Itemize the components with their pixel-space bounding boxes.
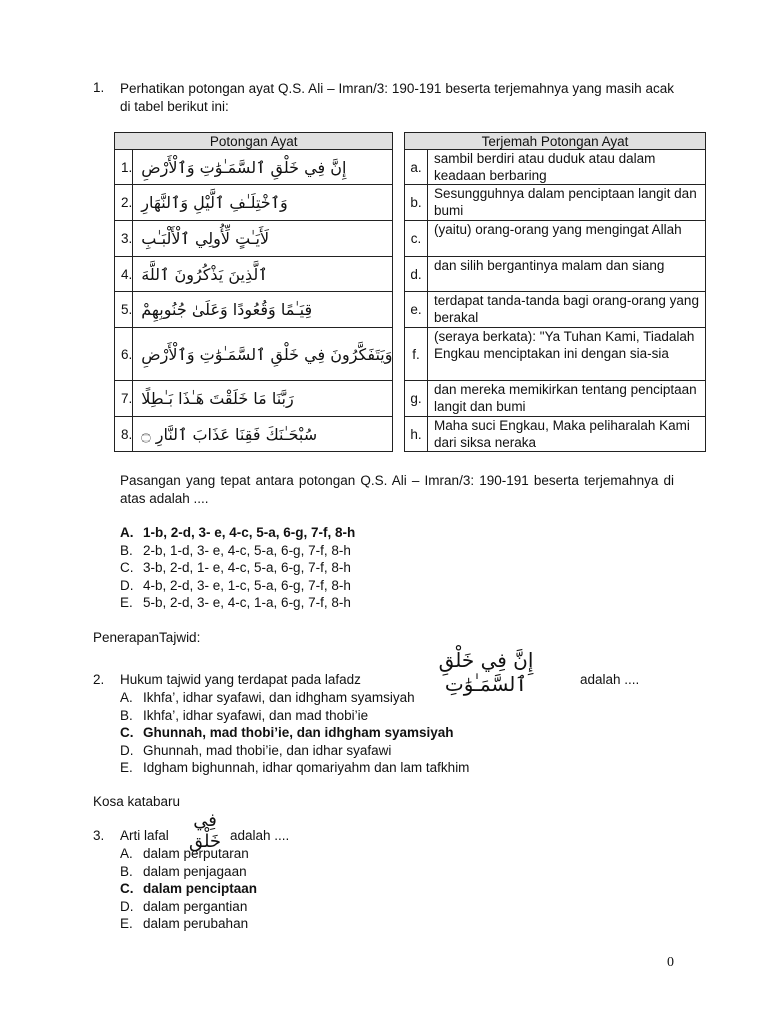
q3-text-before: Arti lafal [120, 828, 169, 843]
terjemah-text: (seraya berkata): "Ya Tuhan Kami, Tiadalah Engkau menciptakan ini dengan sia-sia [428, 328, 706, 381]
terjemah-text: (yaitu) orang-orang yang mengingat Allah [428, 221, 706, 257]
terjemah-letter: d. [405, 257, 428, 292]
option-letter: A. [120, 525, 134, 540]
section-kosakata-heading: Kosa katabaru [93, 794, 181, 809]
option-text: dalam penjagaan [143, 863, 247, 879]
q3-option-b [120, 863, 247, 881]
q3-number: 3. [93, 828, 105, 843]
ayat-arabic: سُبْحَـٰنَكَ فَقِنَا عَذَابَ ٱلنَّارِ ۝ [133, 417, 393, 452]
option-text: dalam perubahan [143, 916, 249, 931]
ayat-num: 5. [115, 292, 133, 328]
ayat-arabic: ٱلَّذِينَ يَذْكُرُونَ ٱللَّهَ [133, 257, 393, 292]
q1-option-a [120, 524, 355, 542]
option-text: 2-b, 1-d, 3- e, 4-c, 5-a, 6-g, 7-f, 8-h [143, 542, 351, 558]
terjemah-letter: h. [405, 417, 428, 452]
terjemah-letter: e. [405, 292, 428, 328]
option-letter: E. [120, 916, 133, 931]
q2-text-after: adalah .... [580, 672, 640, 687]
ayat-arabic: قِيَـٰمًا وَقُعُودًا وَعَلَىٰ جُنُوبِهِمْ [133, 292, 393, 328]
q3-arabic: فِي خَلْقِ [188, 810, 222, 852]
option-letter: D. [120, 898, 134, 914]
option-letter: E. [120, 760, 133, 775]
ayat-num: 3. [115, 221, 133, 257]
terjemah-text: Sesungguhnya dalam penciptaan langit dan bumi [428, 185, 706, 221]
q3-option-a [120, 845, 249, 863]
q2-arabic: إِنَّ فِي خَلْقِ ٱلسَّمَـٰوَٰتِ [438, 648, 534, 696]
section-tajwid-heading: PenerapanTajwid: [93, 630, 201, 645]
ayat-arabic: وَيَتَفَكَّرُونَ فِي خَلْقِ ٱلسَّمَـٰوَٰتِ وَٱلْأَرْضِ [133, 328, 393, 381]
option-letter: A. [120, 690, 133, 705]
q1-number: 1. [93, 80, 105, 95]
option-text: 3-b, 2-d, 1- e, 4-c, 5-a, 6-g, 7-f, 8-h [143, 560, 351, 575]
terjemah-header: Terjemah Potongan Ayat [405, 133, 706, 150]
terjemah-table [404, 132, 706, 452]
q2-option-e [120, 759, 469, 777]
ayat-num: 7. [115, 381, 133, 417]
page-number: 0 [667, 955, 674, 970]
option-letter: C. [120, 881, 134, 896]
q2-option-d [120, 742, 391, 760]
option-text: 5-b, 2-d, 3- e, 4-c, 1-a, 6-g, 7-f, 8-h [143, 595, 351, 610]
q2-option-b [120, 707, 368, 725]
terjemah-letter: b. [405, 185, 428, 221]
q2-text-before: Hukum tajwid yang terdapat pada lafadz [120, 672, 361, 687]
q1-text: Perhatikan potongan ayat Q.S. Ali – Imran/3: 190-191 beserta terjemahnya yang masih acak di tabel berikut ini: [120, 81, 674, 114]
option-text: Ghunnah, mad thobi’ie, dan idhgham syamsiyah [143, 725, 454, 740]
ayat-table [114, 132, 393, 452]
ayat-num: 8. [115, 417, 133, 452]
option-letter: B. [120, 707, 133, 723]
option-text: Ikhfa’, idhar syafawi, dan idhgham syamsiyah [143, 690, 415, 705]
q2-number: 2. [93, 672, 105, 687]
option-text: Ikhfa’, idhar syafawi, dan mad thobi’ie [143, 707, 369, 723]
option-letter: A. [120, 846, 133, 861]
option-text: dalam penciptaan [143, 881, 258, 896]
q1-option-c [120, 559, 351, 577]
option-letter: E. [120, 595, 133, 610]
ayat-header: Potongan Ayat [115, 133, 393, 150]
ayat-num: 1. [115, 150, 133, 185]
terjemah-letter: g. [405, 381, 428, 417]
ayat-num: 6. [115, 328, 133, 381]
ayat-arabic: وَٱخْتِلَـٰفِ ٱلَّيْلِ وَٱلنَّهَارِ [133, 185, 393, 221]
q1-question: Pasangan yang tepat antara potongan Q.S. Ali – Imran/3: 190-191 beserta terjemahnya di atas adalah .... [120, 473, 674, 506]
ayat-num: 2. [115, 185, 133, 221]
option-text: Idgham bighunnah, idhar qomariyahm dan lam tafkhim [143, 760, 470, 775]
option-letter: C. [120, 560, 134, 575]
q3-text-after: adalah .... [230, 828, 290, 843]
q2-option-c [120, 724, 454, 742]
ayat-arabic: إِنَّ فِي خَلْقِ ٱلسَّمَـٰوَٰتِ وَٱلْأَرْضِ [133, 150, 393, 185]
ayat-arabic: رَبَّنَا مَا خَلَقْتَ هَـٰذَا بَـٰطِلًا [133, 381, 393, 417]
terjemah-text: Maha suci Engkau, Maka peliharalah Kami dari siksa neraka [428, 417, 706, 452]
terjemah-letter: a. [405, 150, 428, 185]
option-text: dalam perputaran [143, 846, 249, 861]
option-text: 4-b, 2-d, 3- e, 1-c, 5-a, 6-g, 7-f, 8-h [143, 577, 351, 593]
q3-option-e [120, 915, 248, 933]
terjemah-text: terdapat tanda-tanda bagi orang-orang yang berakal [428, 292, 706, 328]
q1-option-d [120, 577, 351, 595]
ayat-arabic: لَأَيَـٰتٍ لِّأُولِي ٱلْأَلْبَـٰبِ [133, 221, 393, 257]
terjemah-text: dan silih bergantinya malam dan siang [428, 257, 706, 292]
ayat-num: 4. [115, 257, 133, 292]
option-text: Ghunnah, mad thobi’ie, dan idhar syafawi [143, 742, 392, 758]
option-letter: B. [120, 542, 133, 558]
option-text: 1-b, 2-d, 3- e, 4-c, 5-a, 6-g, 7-f, 8-h [143, 525, 356, 540]
terjemah-text: sambil berdiri atau duduk atau dalam keadaan berbaring [428, 150, 706, 185]
q3-option-d [120, 898, 247, 916]
option-letter: D. [120, 577, 134, 593]
q1-option-e [120, 594, 351, 612]
option-text: dalam pergantian [143, 898, 248, 914]
q1-option-b [120, 542, 351, 560]
terjemah-letter: f. [405, 328, 428, 381]
option-letter: B. [120, 863, 133, 879]
terjemah-letter: c. [405, 221, 428, 257]
option-letter: C. [120, 725, 134, 740]
terjemah-text: dan mereka memikirkan tentang penciptaan langit dan bumi [428, 381, 706, 417]
option-letter: D. [120, 742, 134, 758]
q2-option-a [120, 689, 415, 707]
q3-option-c [120, 880, 257, 898]
